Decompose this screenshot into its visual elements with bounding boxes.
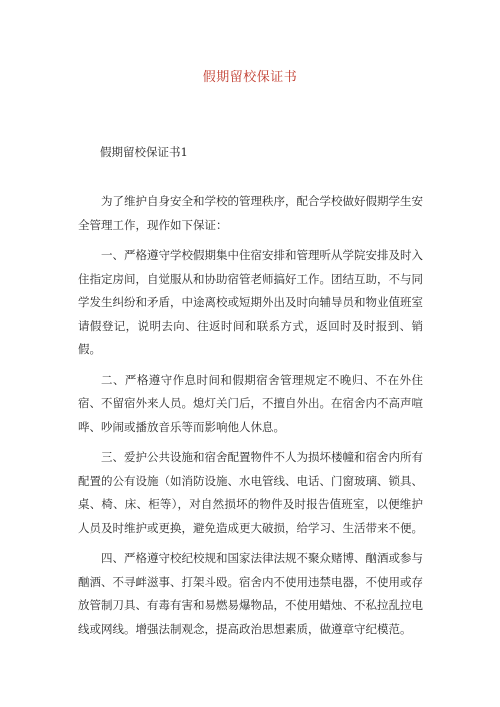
paragraph-clause-1: 一、严格遵守学校假期集中住宿安排和管理听从学院安排及时入住指定房间，自觉服从和协助宿管老师搞好工作。团结互助，不与同学发生纠纷和矛盾，中途离校或短期外出及时向辅导员和物业值班室请假登记，说明去向、往返时间和联系方式，返回时及时报到、销假。 <box>78 248 423 356</box>
paragraph-clause-4: 四、严格遵守校纪校规和国家法律法规不聚众赌博、酗酒或参与酗酒、不寻衅滋事、打架斗殴。宿舍内不使用违禁电器，不使用或存放管制刀具、有毒有害和易燃易爆物品，不使用蜡烛、不私拉乱拉电线或网线。增强法制观念，提高政治思想素质，做遵章守纪模范。 <box>78 551 423 636</box>
document-title: 假期留校保证书 <box>202 70 298 85</box>
document-body <box>78 190 423 648</box>
paragraph-clause-2: 二、严格遵守作息时间和假期宿舍管理规定不晚归、不在外住宿、不留宿外来人员。熄灯关门后，不擅自外出。在宿舍内不高声喧哗、吵闹或播放音乐等而影响他人休息。 <box>78 372 423 434</box>
paragraph-clause-3: 三、爱护公共设施和宿舍配置物件不人为损坏楼幢和宿舍内所有配置的公有设施（如消防设施、水电管线、电话、门窗玻璃、锁具、桌、椅、床、柜等），对自然损坏的物件及时报告值班室，以便维护人员及时维护或更换，避免造成更大破损，给学习、生活带来不便。 <box>78 450 423 535</box>
document-subtitle: 假期留校保证书1 <box>100 145 188 159</box>
paragraph-intro: 为了维护自身安全和学校的管理秩序，配合学校做好假期学生安全管理工作，现作如下保证： <box>78 194 423 232</box>
